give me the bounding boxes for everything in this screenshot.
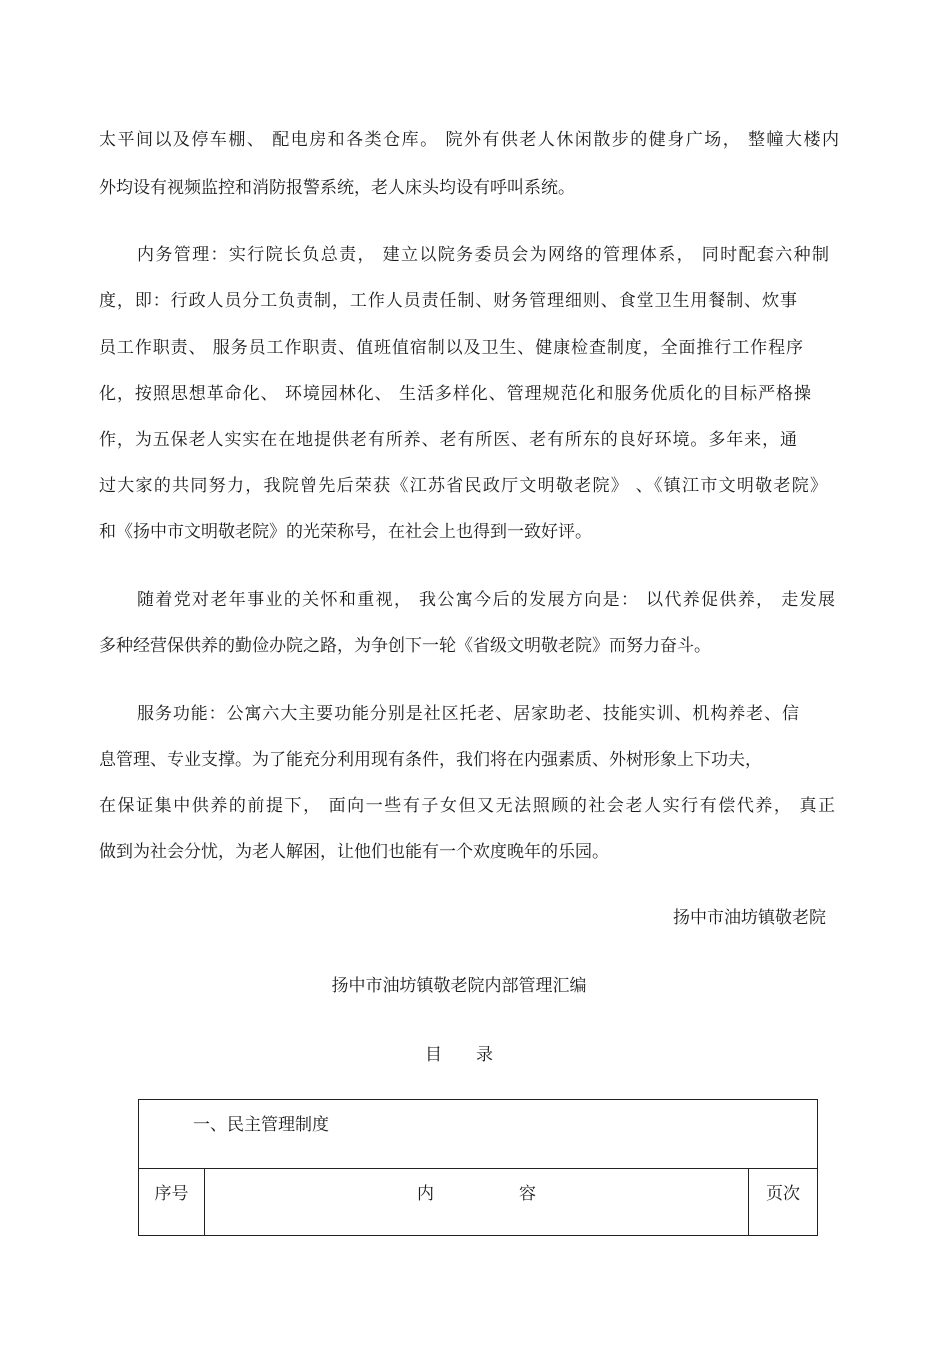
toc-header-content: 内 容 [205,1169,749,1236]
toc-title: 目 录 [425,1045,493,1065]
paragraph-2-line-2: 度，即：行政人员分工负责制，工作人员责任制、财务管理细则、食堂卫生用餐制、炊事 [99,291,797,311]
paragraph-2-line-5: 作，为五保老人实实在在地提供老有所养、老有所医、老有所东的良好环境。多年来，通 [99,430,797,450]
paragraph-2-line-6: 过大家的共同努力，我院曾先后荣获《江苏省民政厅文明敬老院》 、《镇江市文明敬老院》 [99,476,827,496]
toc-header-page: 页次 [749,1169,818,1236]
compilation-title: 扬中市油坊镇敬老院内部管理汇编 [331,976,587,996]
paragraph-3-line-1: 随着党对老年事业的关怀和重视， 我公寓今后的发展方向是： 以代养促供养， 走发展 [137,590,835,610]
paragraph-1-line-1: 太平间以及停车棚、 配电房和各类仓库。 院外有供老人休闲散步的健身广场， 整幢大楼内 [99,130,839,150]
paragraph-4-line-3: 在保证集中供养的前提下， 面向一些有子女但又无法照顾的社会老人实行有偿代养， 真正 [99,796,835,816]
paragraph-2-line-3: 员工作职责、 服务员工作职责、值班值宿制以及卫生、健康检查制度，全面推行工作程序 [99,338,803,358]
toc-header-number: 序号 [139,1169,205,1236]
signature: 扬中市油坊镇敬老院 [673,908,826,928]
paragraph-1-line-2: 外均设有视频监控和消防报警系统，老人床头均设有呼叫系统。 [99,178,575,198]
paragraph-2-line-4: 化，按照思想革命化、 环境园林化、 生活多样化、管理规范化和服务优质化的目标严格操 [99,384,811,404]
paragraph-2-line-1: 内务管理：实行院长负总责， 建立以院务委员会为网络的管理体系， 同时配套六种制 [137,245,829,265]
toc-section-row [139,1100,818,1169]
paragraph-4-line-2: 息管理、专业支撑。为了能充分利用现有条件，我们将在内强素质、外树形象上下功夫， [99,750,762,770]
paragraph-3-line-2: 多种经营保供养的勤俭办院之路，为争创下一轮《省级文明敬老院》而努力奋斗。 [99,636,711,656]
paragraph-4-line-1: 服务功能：公寓六大主要功能分别是社区托老、居家助老、技能实训、机构养老、信 [137,704,799,724]
toc-section-title: 一、民主管理制度 [139,1100,818,1169]
toc-header-row [139,1169,818,1236]
toc-table [138,1099,818,1236]
paragraph-4-line-4: 做到为社会分忧，为老人解困，让他们也能有一个欢度晚年的乐园。 [99,842,609,862]
paragraph-2-line-7: 和《扬中市文明敬老院》的光荣称号，在社会上也得到一致好评。 [99,522,592,542]
